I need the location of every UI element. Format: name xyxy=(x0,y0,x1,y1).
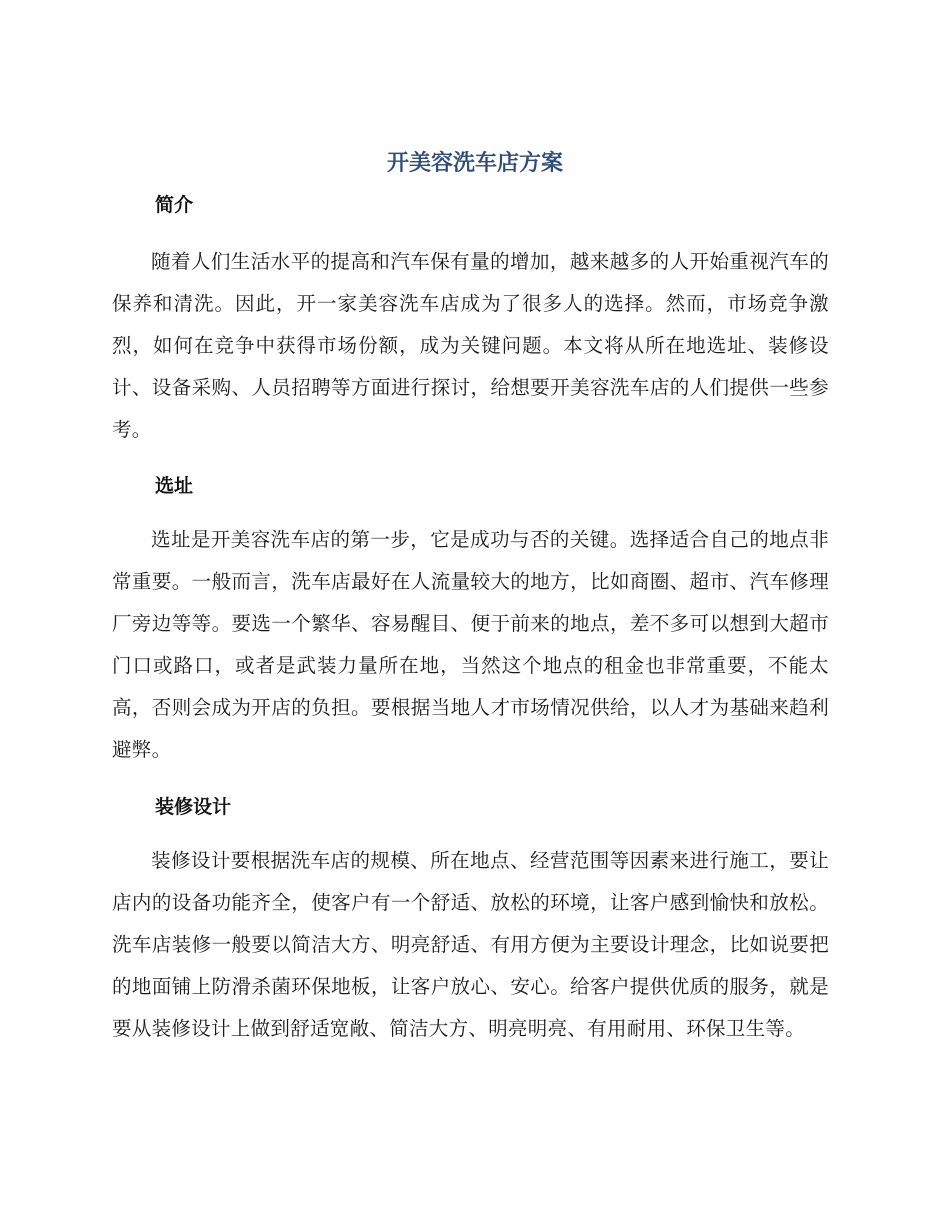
section-heading-decoration: 装修设计 xyxy=(155,796,232,818)
section-heading-location: 选址 xyxy=(155,475,194,497)
section-heading-intro: 简介 xyxy=(155,194,194,216)
section-paragraph-intro: 随着人们生活水平的提高和汽车保有量的增加，越来越多的人开始重视汽车的保养和清洗。因此，开一家美容洗车店成为了很多人的选择。然而，市场竞争激烈，如何在竞争中获得市场份额，成为关键问题。本文将从所在地选址、装修设计、设备采购、人员招聘等方面进行探讨，给想要开美容洗车店的人们提供一些参考。 xyxy=(112,250,829,441)
document-title: 开美容洗车店方案 xyxy=(386,151,563,176)
section-paragraph-location: 选址是开美容洗车店的第一步，它是成功与否的关键。选择适合自己的地点非常重要。一般而言，洗车店最好在人流量较大的地方，比如商圈、超市、汽车修理厂旁边等等。要选一个繁华、容易醒目、便于前来的地点，差不多可以想到大超市门口或路口，或者是武装力量所在地，当然这个地点的租金也非常重要，不能太高，否则会成为开店的负担。要根据当地人才市场情况供给，以人才为基础来趋利避弊。 xyxy=(112,528,829,761)
section-paragraph-decoration: 装修设计要根据洗车店的规模、所在地点、经营范围等因素来进行施工，要让店内的设备功能齐全，使客户有一个舒适、放松的环境，让客户感到愉快和放松。洗车店装修一般要以简洁大方、明亮舒适、有用方便为主要设计理念，比如说要把的地面铺上防滑杀菌环保地板，让客户放心、安心。给客户提供优质的服务，就是要从装修设计上做到舒适宽敞、简洁大方、明亮明亮、有用耐用、环保卫生等。 xyxy=(112,849,829,1040)
